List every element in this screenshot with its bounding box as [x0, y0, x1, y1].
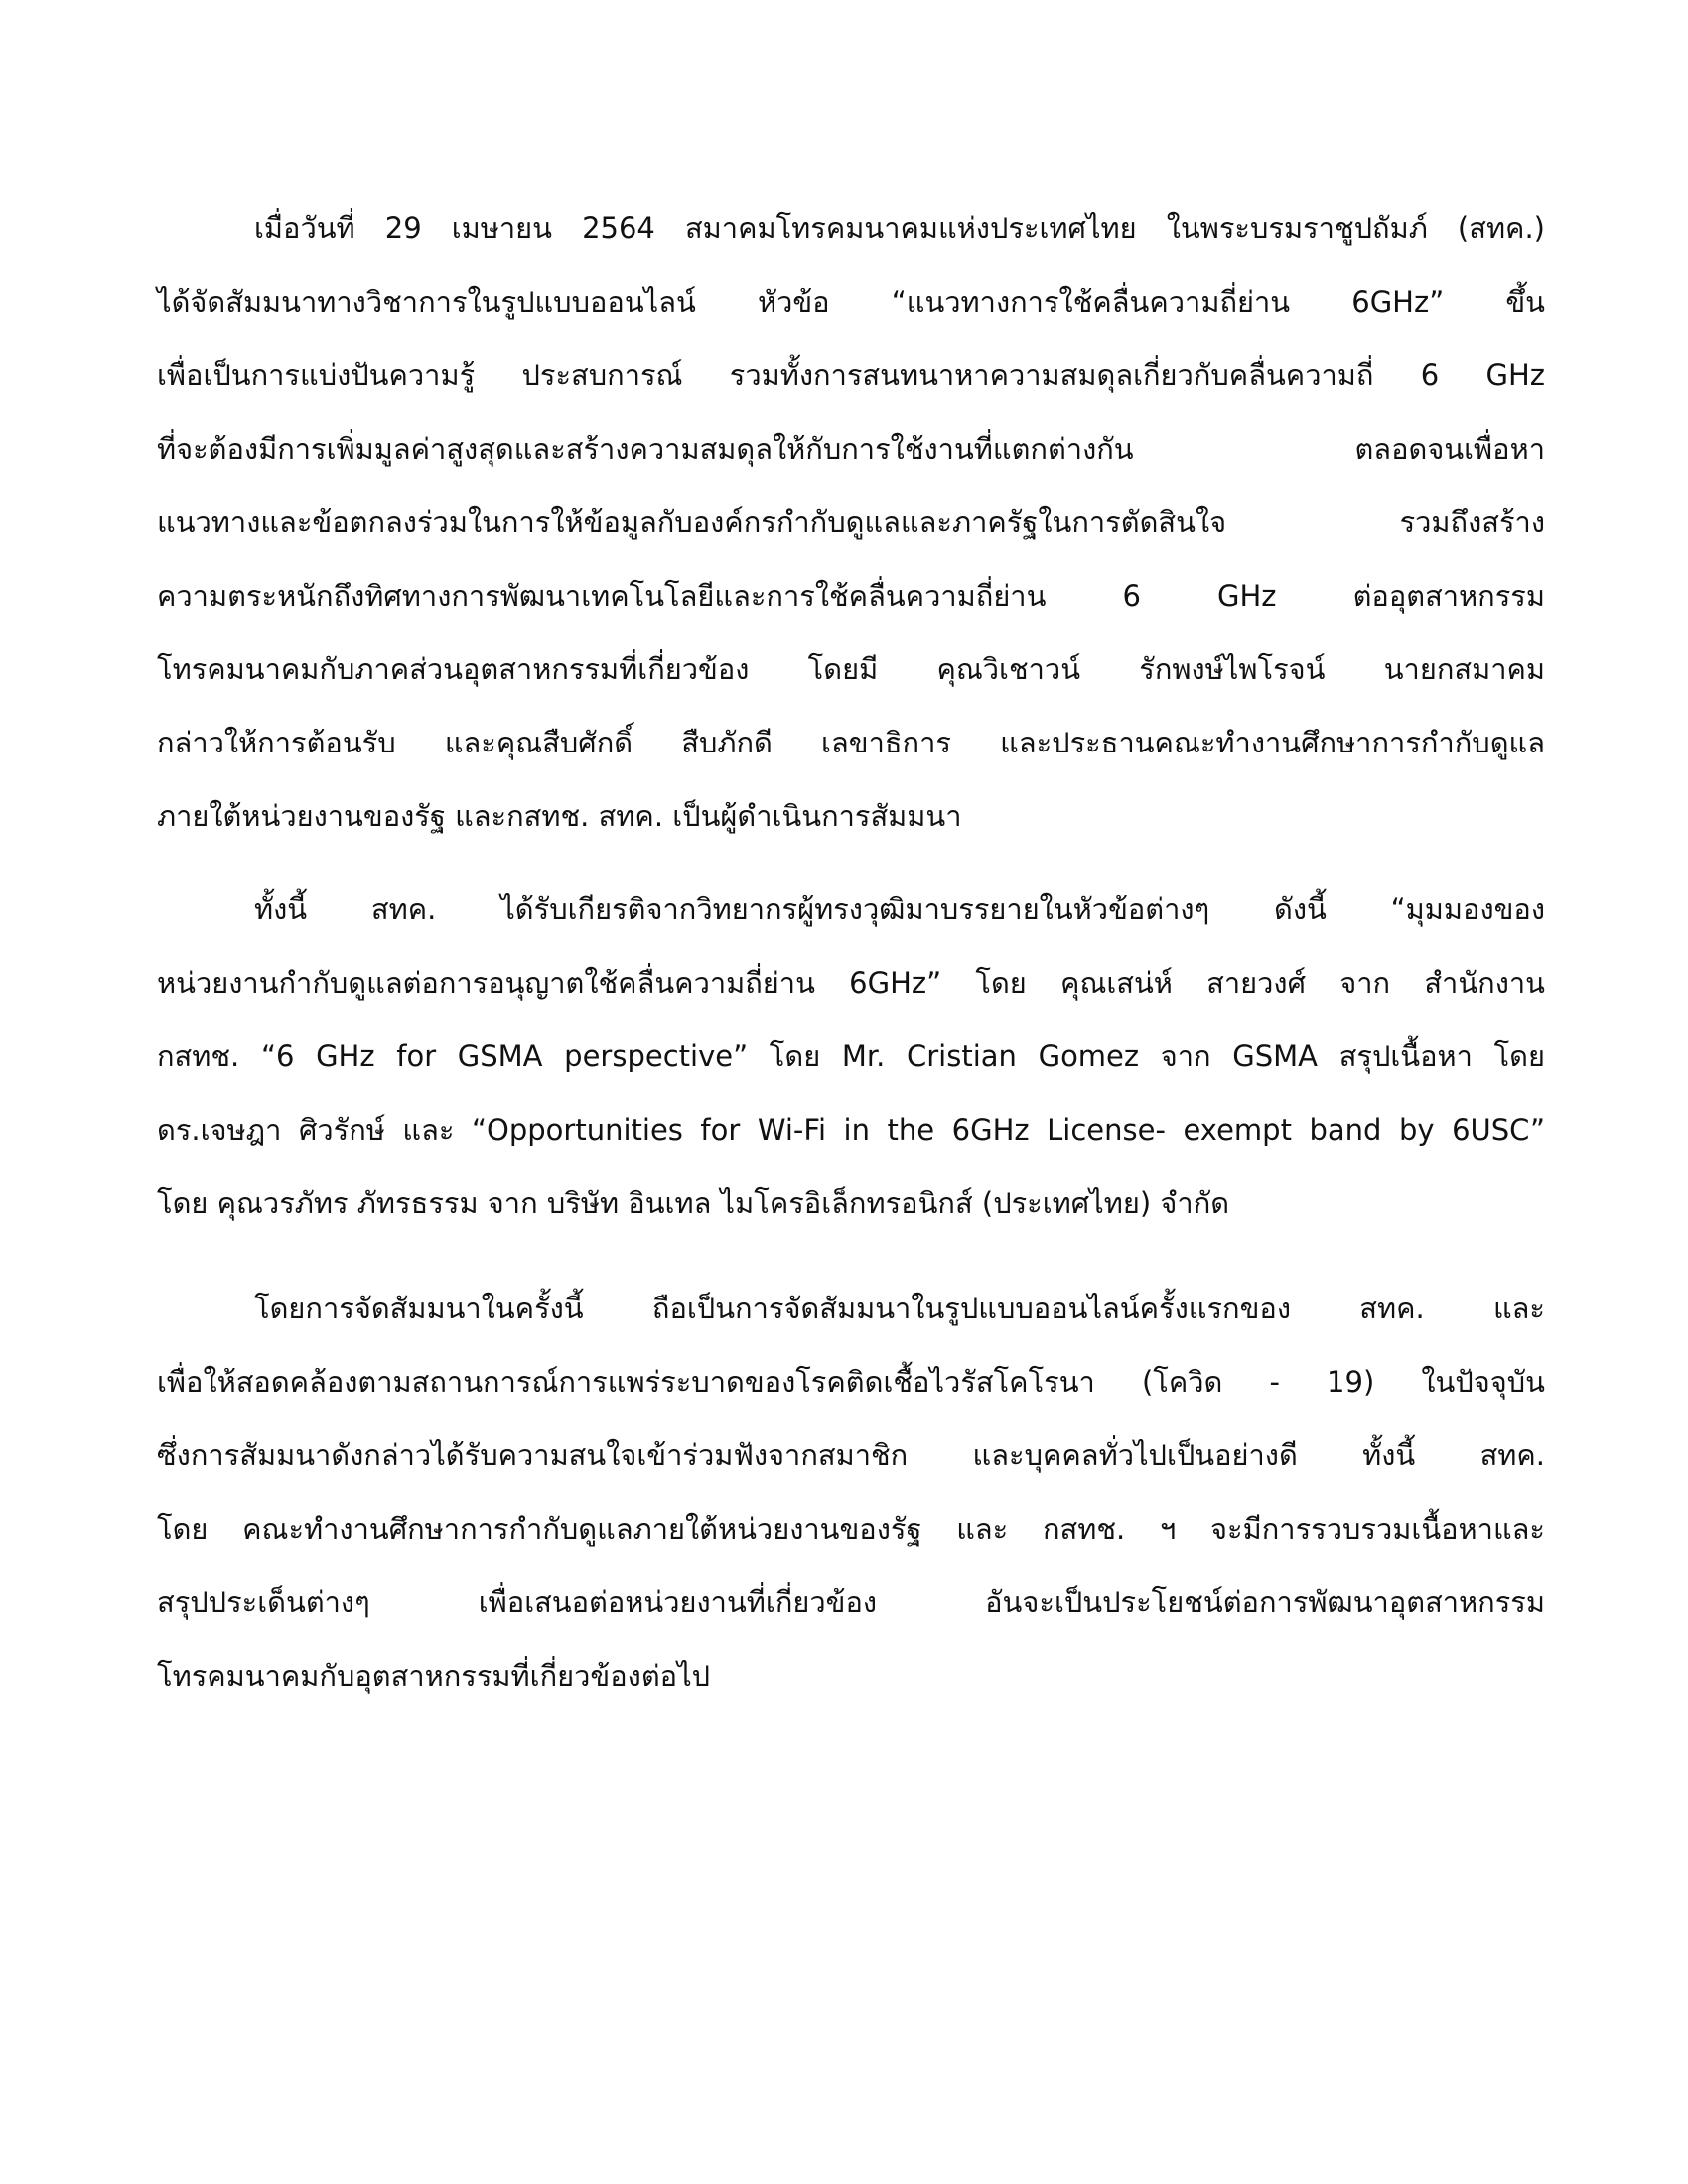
paragraph-line: กล่าวให้การต้อนรับ และคุณสืบศักดิ์ สืบภักดี เลขาธิการ และประธานคณะทำงานศึกษาการกำกับดูแล — [157, 726, 1545, 759]
paragraph-line: โดย คณะทำงานศึกษาการกำกับดูแลภายใต้หน่วยงานของรัฐ และ กสทช. ฯ จะมีการรวบรวมเนื้อหาและ — [157, 1512, 1545, 1546]
paragraph-line: เพื่อเป็นการแบ่งปันความรู้ ประสบการณ์ รวมทั้งการสนทนาหาความสมดุลเกี่ยวกับคลื่นความถี่ 6 GHz — [157, 358, 1545, 392]
paragraph-line: โทรคมนาคมกับอุตสาหกรรมที่เกี่ยวข้องต่อไป — [157, 1659, 711, 1693]
paragraph-line: กสทช. “6 GHz for GSMA perspective” โดย Mr. Cristian Gomez จาก GSMA สรุปเนื้อหา โดย — [157, 1039, 1545, 1073]
paragraph-3 — [157, 1287, 1545, 1723]
paragraph-line: ความตระหนักถึงทิศทางการพัฒนาเทคโนโลยีและการใช้คลื่นความถี่ย่าน 6 GHz ต่ออุตสาหกรรม — [157, 579, 1545, 613]
paragraph-line: ซึ่งการสัมมนาดังกล่าวได้รับความสนใจเข้าร่วมฟังจากสมาชิก และบุคคลทั่วไปเป็นอย่างดี ทั้งนี้ สทค. — [157, 1438, 1545, 1472]
paragraph-2 — [157, 887, 1545, 1245]
paragraph-line: โดยการจัดสัมมนาในครั้งนี้ ถือเป็นการจัดสัมมนาในรูปแบบออนไลน์ครั้งแรกของ สทค. และ — [254, 1292, 1545, 1325]
paragraph-1 — [157, 206, 1545, 842]
paragraph-line: เพื่อให้สอดคล้องตามสถานการณ์การแพร่ระบาดของโรคติดเชื้อไวรัสโคโรนา (โควิด - 19) ในปัจจุบัน — [157, 1365, 1545, 1399]
paragraph-line: แนวทางและข้อตกลงร่วมในการให้ข้อมูลกับองค์กรกำกับดูแลและภาครัฐในการตัดสินใจ รวมถึงสร้าง — [157, 505, 1545, 539]
paragraph-line: หน่วยงานกำกับดูแลต่อการอนุญาตใช้คลื่นความถี่ย่าน 6GHz” โดย คุณเสน่ห์ สายวงศ์ จาก สำนักงาน — [157, 966, 1545, 1000]
paragraph-line: ทั้งนี้ สทค. ได้รับเกียรติจากวิทยากรผู้ทรงวุฒิมาบรรยายในหัวข้อต่างๆ ดังนี้ “มุมมองของ — [254, 892, 1545, 926]
paragraph-line: โดย คุณวรภัทร ภัทรธรรม จาก บริษัท อินเทล ไมโครอิเล็กทรอนิกส์ (ประเทศไทย) จำกัด — [157, 1186, 1230, 1220]
paragraph-line: ภายใต้หน่วยงานของรัฐ และกสทช. สทค. เป็นผู้ดำเนินการสัมมนา — [157, 799, 962, 833]
paragraph-line: ได้จัดสัมมนาทางวิชาการในรูปแบบออนไลน์ หัวข้อ “แนวทางการใช้คลื่นความถี่ย่าน 6GHz” ขึ้น — [157, 285, 1545, 319]
paragraph-line: โทรคมนาคมกับภาคส่วนอุตสาหกรรมที่เกี่ยวข้อง โดยมี คุณวิเชาวน์ รักพงษ์ไพโรจน์ นายกสมาคม — [157, 652, 1545, 686]
paragraph-line: สรุปประเด็นต่างๆ เพื่อเสนอต่อหน่วยงานที่เกี่ยวข้อง อันจะเป็นประโยชน์ต่อการพัฒนาอุตสาหกรรม — [157, 1585, 1545, 1619]
paragraph-line: ดร.เจษฎา ศิวรักษ์ และ “Opportunities for Wi-Fi in the 6GHz License- exempt band by 6USC” — [157, 1113, 1545, 1147]
paragraph-line: เมื่อวันที่ 29 เมษายน 2564 สมาคมโทรคมนาคมแห่งประเทศไทย ในพระบรมราชูปถัมภ์ (สทค.) — [254, 211, 1545, 245]
paragraph-line: ที่จะต้องมีการเพิ่มมูลค่าสูงสุดและสร้างความสมดุลให้กับการใช้งานที่แตกต่างกัน ตลอดจนเพื่อหา — [157, 432, 1545, 466]
